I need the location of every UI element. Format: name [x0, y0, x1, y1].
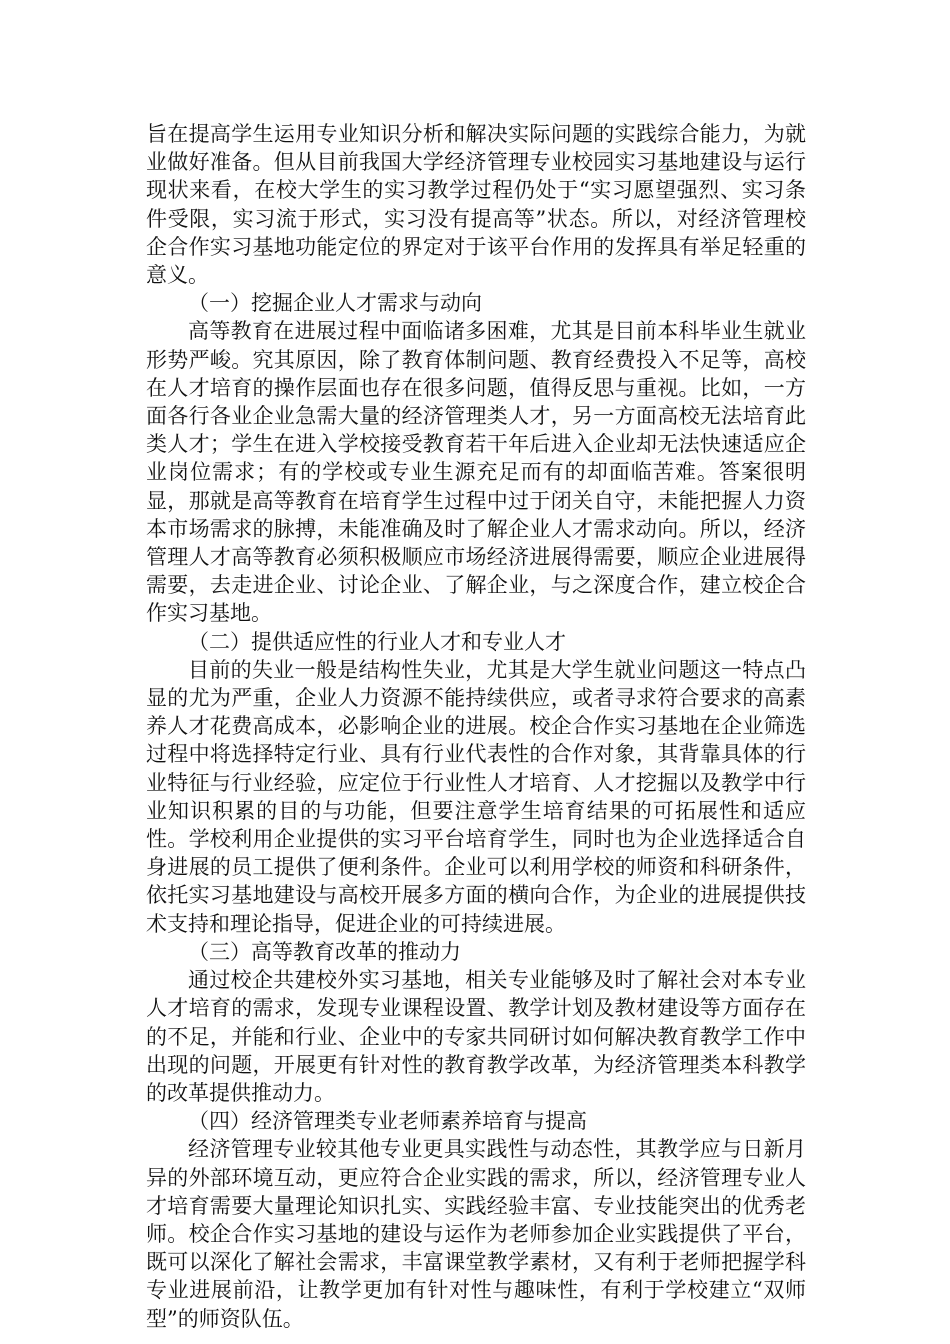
paragraph-intro: 旨在提高学生运用专业知识分析和解决实际问题的实践综合能力，为就业做好准备。但从目前我国大学经济管理专业校园实习基地建设与运行现状来看，在校大学生的实习教学过程仍处于“实习愿望强烈、实习条件受限，实习流于形式，实习没有提高等”状态。所以，对经济管理校企合作实习基地功能定位的界定对于该平台作用的发挥具有举足轻重的意义。	[146, 122, 806, 288]
section-heading-4: （四）经济管理类专业老师素养培育与提高	[188, 1109, 587, 1134]
document-body	[146, 120, 806, 1333]
paragraph-section-3: 通过校企共建校外实习基地，相关专业能够及时了解社会对本专业人才培育的需求，发现专业课程设置、教学计划及教材建设等方面存在的不足，并能和行业、企业中的专家共同研讨如何解决教育教学工作中出现的问题，开展更有针对性的教育教学改革，为经济管理类本科教学的改革提供推动力。	[146, 968, 806, 1105]
paragraph-section-2: 目前的失业一般是结构性失业，尤其是大学生就业问题这一特点凸显的尤为严重，企业人力资源不能持续供应，或者寻求符合要求的高素养人才花费高成本，必影响企业的进展。校企合作实习基地在企业筛选过程中将选择特定行业、具有行业代表性的合作对象，其背靠具体的行业特征与行业经验，应定位于行业性人才培育、人才挖掘以及教学中行业知识积累的目的与功能，但要注意学生培育结果的可拓展性和适应性。学校利用企业提供的实习平台培育学生，同时也为企业选择适合自身进展的员工提供了便利条件。企业可以利用学校的师资和科研条件，依托实习基地建设与高校开展多方面的横向合作，为企业的进展提供技术支持和理论指导，促进企业的可持续进展。	[146, 657, 806, 936]
paragraph-section-1: 高等教育在进展过程中面临诸多困难，尤其是目前本科毕业生就业形势严峻。究其原因，除了教育体制问题、教育经费投入不足等，高校在人才培育的操作层面也存在很多问题，值得反思与重视。比如，一方面各行各业企业急需大量的经济管理类人才，另一方面高校无法培育此类人才；学生在进入学校接受教育若干年后进入企业却无法快速适应企业岗位需求；有的学校或专业生源充足而有的却面临苦难。答案很明显，那就是高等教育在培育学生过程中过于闭关自守，未能把握人力资本市场需求的脉搏，未能准确及时了解企业人才需求动向。所以，经济管理人才高等教育必须积极顺应市场经济进展得需要，顺应企业进展得需要，去走进企业、讨论企业、了解企业，与之深度合作，建立校企合作实习基地。	[146, 319, 806, 626]
paragraph-section-4: 经济管理专业较其他专业更具实践性与动态性，其教学应与日新月异的外部环境互动，更应符合企业实践的需求，所以，经济管理专业人才培育需要大量理论知识扎实、实践经验丰富、专业技能突出的优秀老师。校企合作实习基地的建设与运作为老师参加企业实践提供了平台，既可以深化了解社会需求，丰富课堂教学素材，又有利于老师把握学科专业进展前沿，让教学更加有针对性与趣味性，有利于学校建立“双师型”的师资队伍。	[146, 1137, 806, 1331]
section-heading-2: （二）提供适应性的行业人才和专业人才	[188, 629, 566, 654]
section-heading-3: （三）高等教育改革的推动力	[188, 939, 461, 964]
section-heading-1: （一）挖掘企业人才需求与动向	[188, 291, 482, 316]
